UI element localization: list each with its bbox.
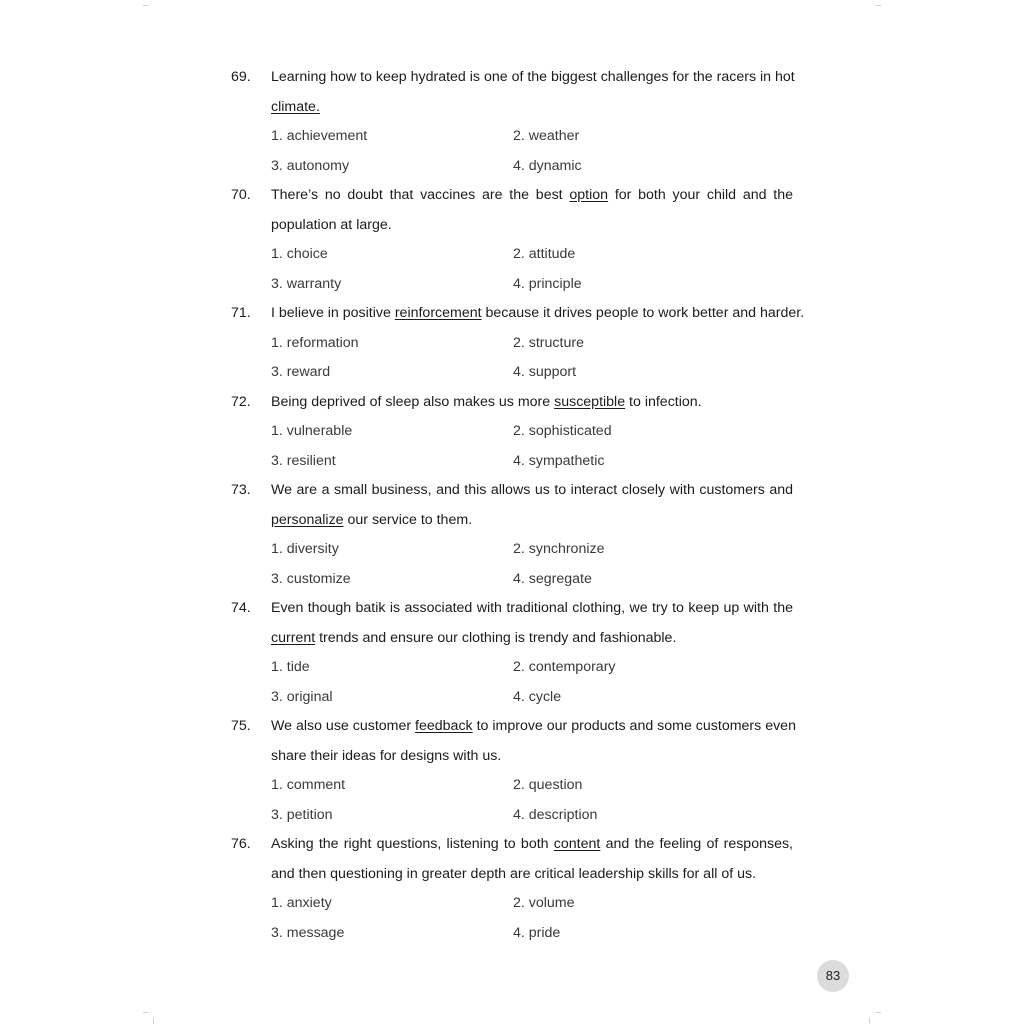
question-text <box>271 506 793 536</box>
question-text-segment: because it drives people to work better and harder. <box>481 305 805 321</box>
question-number <box>231 742 271 772</box>
question-number: 72. <box>231 393 251 410</box>
answer-option: 1. tide <box>271 659 310 675</box>
answer-option: 3. original <box>271 688 333 705</box>
question-text-segment: to infection. <box>625 393 702 410</box>
question-number <box>231 211 271 241</box>
answer-option: 1. reformation <box>271 334 359 351</box>
answer-option: 2. weather <box>513 128 580 144</box>
answer-option: 2. synchronize <box>513 541 605 557</box>
answer-option: 4. dynamic <box>513 157 582 174</box>
answer-option: 2. attitude <box>513 246 576 262</box>
question-item <box>231 712 796 830</box>
question-text <box>271 476 793 506</box>
question-number: 74. <box>231 600 251 616</box>
question-text <box>271 742 793 772</box>
options-row <box>231 240 793 270</box>
answer-option: 1. achievement <box>271 128 368 144</box>
question-text-segment: for both your child and the <box>608 187 793 203</box>
question-line <box>231 860 793 890</box>
question-number: 70. <box>231 187 251 203</box>
question-number <box>231 506 271 536</box>
options-row <box>231 683 793 713</box>
question-line <box>231 830 793 860</box>
question-text-segment: I believe in positive <box>271 305 395 321</box>
question-line <box>231 624 793 654</box>
options-row <box>231 329 793 359</box>
question-number <box>231 624 271 654</box>
answer-option: 4. principle <box>513 275 582 292</box>
question-number: 71. <box>231 305 251 321</box>
question-text-segment: Learning how to keep hydrated is one of the biggest challenges for the racers in hot <box>271 69 795 85</box>
question-line <box>231 211 793 241</box>
question-item <box>231 181 793 299</box>
question-item <box>231 594 793 712</box>
question-line <box>231 93 793 123</box>
answer-option: 3. petition <box>271 806 333 823</box>
options-row <box>231 653 793 683</box>
answer-option: 2. volume <box>513 895 575 911</box>
question-text-segment: trends and ensure our clothing is trendy and fashionable. <box>315 629 677 646</box>
question-text <box>271 712 796 742</box>
question-text-segment: Asking the right questions, listening to both <box>271 836 554 852</box>
underlined-word: climate. <box>271 98 320 115</box>
question-line <box>231 506 793 536</box>
options-row <box>231 889 793 919</box>
question-text-segment: We are a small business, and this allows us to interact closely with customers and <box>271 482 793 498</box>
options-row <box>231 801 793 831</box>
question-number <box>231 93 271 123</box>
crop-mark <box>143 5 148 6</box>
answer-option: 3. autonomy <box>271 157 350 174</box>
answer-option: 1. diversity <box>271 541 339 557</box>
options-row <box>231 565 793 595</box>
question-text-segment: Even though batik is associated with traditional clothing, we try to keep up with the <box>271 600 793 616</box>
options-row <box>231 771 793 801</box>
question-number <box>231 860 271 890</box>
crop-mark <box>869 1018 870 1024</box>
underlined-word: content <box>553 836 601 852</box>
question-item <box>231 63 793 181</box>
question-text <box>271 594 793 624</box>
answer-option: 4. segregate <box>513 570 592 587</box>
question-line <box>231 594 793 624</box>
crop-mark <box>143 1012 148 1013</box>
question-text <box>271 388 793 418</box>
options-row <box>231 122 793 152</box>
options-row <box>231 919 793 949</box>
answer-option: 3. resilient <box>271 452 336 469</box>
crop-mark <box>876 5 881 6</box>
question-text <box>271 211 793 241</box>
question-text <box>271 860 793 890</box>
underlined-word: reinforcement <box>394 305 482 321</box>
question-line <box>231 299 805 329</box>
underlined-word: feedback <box>415 718 473 734</box>
question-text-segment: population at large. <box>271 216 392 233</box>
underlined-word: susceptible <box>554 393 626 410</box>
question-text <box>271 63 795 93</box>
crop-mark <box>876 1012 881 1013</box>
question-item <box>231 388 793 477</box>
options-row <box>231 152 793 182</box>
answer-option: 3. warranty <box>271 275 342 292</box>
answer-option: 4. support <box>513 364 577 380</box>
answer-option: 1. vulnerable <box>271 423 353 439</box>
question-text <box>271 93 793 123</box>
question-line <box>231 63 793 93</box>
question-text <box>271 181 793 211</box>
answer-option: 2. structure <box>513 334 584 351</box>
question-text-segment: our service to them. <box>343 511 473 528</box>
question-item <box>231 476 793 594</box>
question-line <box>231 181 793 211</box>
question-text-segment: Being deprived of sleep also makes us more <box>271 393 555 410</box>
crop-mark <box>153 1018 154 1024</box>
answer-option: 4. sympathetic <box>513 452 605 469</box>
question-text <box>271 624 793 654</box>
underlined-word: current <box>271 629 316 646</box>
answer-option: 3. message <box>271 924 345 941</box>
options-row <box>231 535 793 565</box>
question-text-segment: There’s no doubt that vaccines are the best <box>271 187 570 203</box>
answer-option: 4. description <box>513 806 598 823</box>
options-row <box>231 447 793 477</box>
question-number: 69. <box>231 69 251 85</box>
question-number: 73. <box>231 482 251 498</box>
question-list <box>231 63 805 948</box>
answer-option: 4. pride <box>513 924 561 941</box>
question-line <box>231 388 793 418</box>
question-number: 75. <box>231 718 251 734</box>
options-row <box>231 358 793 388</box>
answer-option: 1. choice <box>271 246 328 262</box>
answer-option: 1. comment <box>271 777 346 793</box>
answer-option: 2. contemporary <box>513 659 616 675</box>
answer-option: 2. sophisticated <box>513 423 612 439</box>
answer-option: 3. customize <box>271 570 351 587</box>
question-text-segment: and then questioning in greater depth are critical leadership skills for all of us. <box>271 865 757 882</box>
question-item <box>231 830 793 948</box>
answer-option: 1. anxiety <box>271 895 332 911</box>
question-line <box>231 742 793 772</box>
question-text-segment: share their ideas for designs with us. <box>271 747 502 764</box>
question-text-segment: to improve our products and some customers even <box>472 718 796 734</box>
answer-option: 3. reward <box>271 364 331 380</box>
underlined-word: option <box>569 187 609 203</box>
underlined-word: personalize <box>271 511 344 528</box>
options-row <box>231 270 793 300</box>
answer-option: 4. cycle <box>513 688 562 705</box>
question-number: 76. <box>231 836 251 852</box>
options-row <box>231 417 793 447</box>
question-text-segment: We also use customer <box>271 718 416 734</box>
question-line <box>231 712 796 742</box>
answer-option: 2. question <box>513 777 583 793</box>
question-text <box>271 299 804 329</box>
page-number: 83 <box>817 960 849 992</box>
question-item <box>231 299 805 388</box>
question-line <box>231 476 793 506</box>
question-text-segment: and the feeling of responses, <box>600 836 793 852</box>
question-text <box>271 830 793 860</box>
